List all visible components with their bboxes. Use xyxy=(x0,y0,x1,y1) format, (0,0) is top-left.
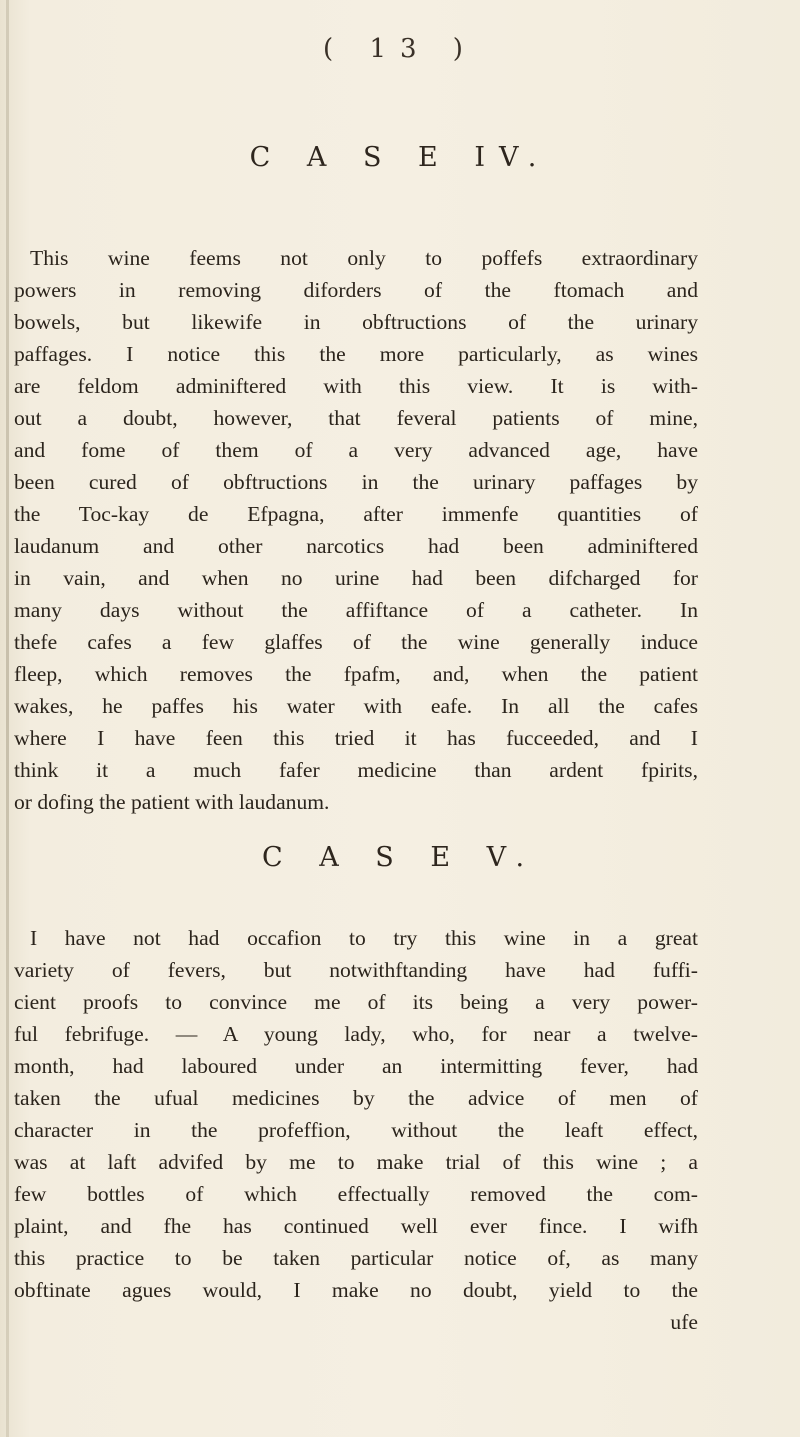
text-line: are feldom adminiftered with this view. It is with- xyxy=(14,374,698,398)
text-line: thefe cafes a few glaffes of the wine generally induce xyxy=(14,630,698,654)
text-line: bowels, but likewife in obftructions of the urinary xyxy=(14,310,698,334)
text-line: cient proofs to convince me of its being a very power- xyxy=(14,990,698,1014)
page-gutter xyxy=(6,0,9,1437)
text-line: in vain, and when no urine had been difcharged for xyxy=(14,566,698,590)
text-line: variety of fevers, but notwithftanding have had fuffi- xyxy=(14,958,698,982)
catchword: ufe xyxy=(670,1310,698,1334)
text-line: paffages. I notice this the more particularly, as wines xyxy=(14,342,698,366)
text-line: laudanum and other narcotics had been adminiftered xyxy=(14,534,698,558)
text-line: powers in removing diforders of the ftomach and xyxy=(14,278,698,302)
text-line: was at laft advifed by me to make trial of this wine ; a xyxy=(14,1150,698,1174)
text-line: wakes, he paffes his water with eafe. In all the cafes xyxy=(14,694,698,718)
text-line: obftinate agues would, I make no doubt, yield to the xyxy=(14,1278,698,1302)
text-line: many days without the affiftance of a catheter. In xyxy=(14,598,698,622)
text-line: think it a much fafer medicine than ardent fpirits, xyxy=(14,758,698,782)
text-line: month, had laboured under an intermitting fever, had xyxy=(14,1054,698,1078)
text-line: where I have feen this tried it has fucceeded, and I xyxy=(14,726,698,750)
text-line: This wine feems not only to poffefs extraordinary xyxy=(30,246,698,270)
text-line: out a doubt, however, that feveral patients of mine, xyxy=(14,406,698,430)
text-line: the Toc-kay de Efpagna, after immenfe quantities of xyxy=(14,502,698,526)
case-iv-heading: C A S E IV. xyxy=(249,142,551,173)
text-line: few bottles of which effectually removed the com- xyxy=(14,1182,698,1206)
case-v-paragraph xyxy=(14,922,698,1338)
text-line: I have not had occafion to try this wine in a great xyxy=(30,926,698,950)
case-iv-paragraph xyxy=(14,242,698,818)
text-line: ful febrifuge. — A young lady, who, for near a twelve- xyxy=(14,1022,698,1046)
text-line: and fome of them of a very advanced age, have xyxy=(14,438,698,462)
text-line: taken the ufual medicines by the advice of men of xyxy=(14,1086,698,1110)
text-line: character in the profeffion, without the leaft effect, xyxy=(14,1118,698,1142)
text-line: plaint, and fhe has continued well ever fince. I wifh xyxy=(14,1214,698,1238)
text-line: or dofing the patient with laudanum. xyxy=(14,790,330,814)
text-line: fleep, which removes the fpafm, and, when the patient xyxy=(14,662,698,686)
text-line: been cured of obftructions in the urinary paffages by xyxy=(14,470,698,494)
case-v-heading: C A S E V. xyxy=(261,842,539,873)
page-number: ( 13 ) xyxy=(323,34,477,64)
text-line: this practice to be taken particular notice of, as many xyxy=(14,1246,698,1270)
